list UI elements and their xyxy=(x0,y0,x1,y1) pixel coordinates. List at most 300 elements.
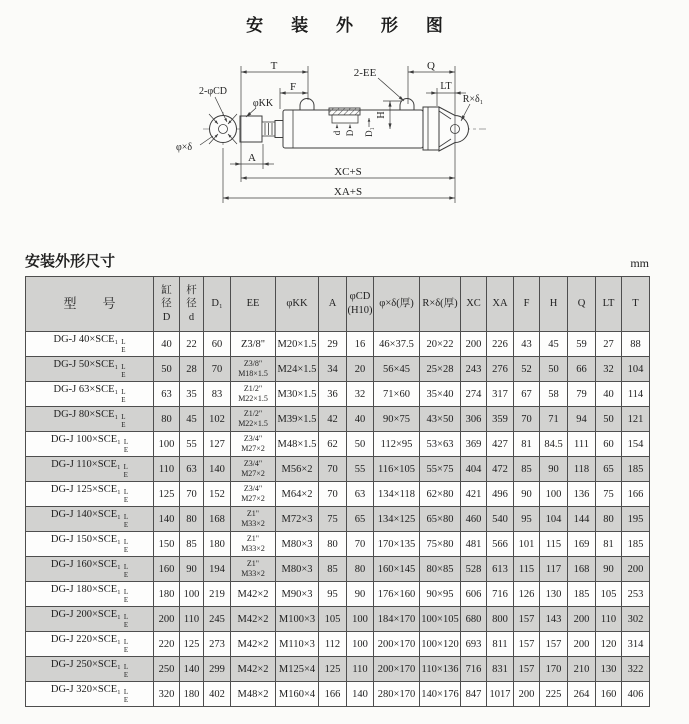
model-le-stack: L E xyxy=(121,338,126,354)
cell-d1: 140 xyxy=(204,457,231,482)
table-row xyxy=(26,482,650,507)
cell-a: 29 xyxy=(319,332,347,357)
label-lt: LT xyxy=(440,81,452,92)
cell-a: 85 xyxy=(319,557,347,582)
label-h: H xyxy=(376,111,387,119)
col-header-cd: φCD (H10) xyxy=(347,277,374,332)
table-section-header xyxy=(25,247,649,271)
cell-phid: 46×37.5 xyxy=(374,332,420,357)
table-row xyxy=(26,657,650,682)
cell-h: 225 xyxy=(540,682,568,707)
cell-rod: 125 xyxy=(180,632,204,657)
cell-cd: 40 xyxy=(347,407,374,432)
cell-q: 59 xyxy=(568,332,596,357)
leader-2ee xyxy=(378,78,404,101)
cell-rd: 100×120 xyxy=(420,632,461,657)
cell-rd: 65×80 xyxy=(420,507,461,532)
cell-model: DG-J 80×SCE₁ L E xyxy=(26,407,154,432)
cell-rd: 25×28 xyxy=(420,357,461,382)
cell-q: 168 xyxy=(568,557,596,582)
cell-d1: 180 xyxy=(204,532,231,557)
cell-rd: 100×105 xyxy=(420,607,461,632)
cell-bore: 40 xyxy=(154,332,180,357)
cell-h: 170 xyxy=(540,657,568,682)
cell-model: DG-J 100×SCE₁ L E xyxy=(26,432,154,457)
cell-lt: 60 xyxy=(596,432,622,457)
cell-lt: 40 xyxy=(596,382,622,407)
cell-cd: 16 xyxy=(347,332,374,357)
cell-h: 58 xyxy=(540,382,568,407)
cell-t: 253 xyxy=(622,582,650,607)
cell-d1: 245 xyxy=(204,607,231,632)
cell-kk: M39×1.5 xyxy=(276,407,319,432)
cell-phid: 170×135 xyxy=(374,532,420,557)
cell-phid: 71×60 xyxy=(374,382,420,407)
cell-f: 70 xyxy=(514,407,540,432)
col-header-d1: D₁ xyxy=(204,277,231,332)
cell-lt: 75 xyxy=(596,482,622,507)
cell-t: 185 xyxy=(622,532,650,557)
cell-kk: M110×3 xyxy=(276,632,319,657)
cell-q: 94 xyxy=(568,407,596,432)
cell-lt: 110 xyxy=(596,607,622,632)
cell-phid: 134×118 xyxy=(374,482,420,507)
cell-lt: 80 xyxy=(596,507,622,532)
table-row xyxy=(26,682,650,707)
model-le-stack: L E xyxy=(123,488,129,504)
cell-a: 70 xyxy=(319,457,347,482)
cell-q: 200 xyxy=(568,607,596,632)
cell-xa: 1017 xyxy=(487,682,514,707)
cell-model: DG-J 140×SCE₁ L E xyxy=(26,507,154,532)
cell-t: 322 xyxy=(622,657,650,682)
cell-rod: 100 xyxy=(180,582,204,607)
table-section-title: 安装外形尺寸 xyxy=(25,252,116,270)
cell-rod: 70 xyxy=(180,482,204,507)
cell-cd: 50 xyxy=(347,432,374,457)
port-1 xyxy=(300,99,314,110)
col-header-f: F xyxy=(514,277,540,332)
cell-kk: M56×2 xyxy=(276,457,319,482)
label-d-big: D xyxy=(345,129,355,137)
cell-phid: 56×45 xyxy=(374,357,420,382)
cell-cd: 100 xyxy=(347,607,374,632)
cell-ee: Z3/4" M27×2 xyxy=(231,482,276,507)
table-row xyxy=(26,582,650,607)
cell-a: 42 xyxy=(319,407,347,432)
cell-kk: M80×3 xyxy=(276,532,319,557)
model-le-stack: L E xyxy=(123,538,129,554)
cell-cd: 140 xyxy=(347,682,374,707)
leader-phidelta xyxy=(200,136,213,145)
col-header-rod: 杆 径 d xyxy=(180,277,204,332)
cell-rod: 140 xyxy=(180,657,204,682)
table-row xyxy=(26,357,650,382)
cell-f: 95 xyxy=(514,507,540,532)
cell-bore: 150 xyxy=(154,532,180,557)
cell-lt: 130 xyxy=(596,657,622,682)
cell-xc: 680 xyxy=(461,607,487,632)
cell-model: DG-J 125×SCE₁ L E xyxy=(26,482,154,507)
cell-lt: 27 xyxy=(596,332,622,357)
cell-rd: 140×176 xyxy=(420,682,461,707)
cell-f: 115 xyxy=(514,557,540,582)
cell-h: 104 xyxy=(540,507,568,532)
cell-xa: 496 xyxy=(487,482,514,507)
cell-lt: 120 xyxy=(596,632,622,657)
cell-bore: 110 xyxy=(154,457,180,482)
col-header-lt: LT xyxy=(596,277,622,332)
cell-model: DG-J 40×SCE₁ L E xyxy=(26,332,154,357)
cell-q: 118 xyxy=(568,457,596,482)
front-eye-hole xyxy=(219,125,228,134)
cell-xa: 716 xyxy=(487,582,514,607)
label-q: Q xyxy=(427,60,435,72)
cell-model: DG-J 63×SCE₁ L E xyxy=(26,382,154,407)
cell-h: 90 xyxy=(540,457,568,482)
cell-f: 90 xyxy=(514,482,540,507)
cell-h: 157 xyxy=(540,632,568,657)
cell-lt: 50 xyxy=(596,407,622,432)
cell-d1: 273 xyxy=(204,632,231,657)
cell-t: 302 xyxy=(622,607,650,632)
cell-t: 121 xyxy=(622,407,650,432)
cell-rod: 110 xyxy=(180,607,204,632)
cell-bore: 125 xyxy=(154,482,180,507)
cell-rod: 85 xyxy=(180,532,204,557)
cell-xa: 472 xyxy=(487,457,514,482)
cell-phid: 116×105 xyxy=(374,457,420,482)
cell-rd: 90×95 xyxy=(420,582,461,607)
label-xas: XA+S xyxy=(333,186,363,198)
cell-q: 79 xyxy=(568,382,596,407)
cell-rd: 53×63 xyxy=(420,432,461,457)
cell-q: 111 xyxy=(568,432,596,457)
cell-rod: 90 xyxy=(180,557,204,582)
model-le-stack: L E xyxy=(121,363,126,379)
cell-lt: 160 xyxy=(596,682,622,707)
cell-kk: M20×1.5 xyxy=(276,332,319,357)
label-phidelta: φ×δ xyxy=(175,142,193,153)
cell-phid: 176×160 xyxy=(374,582,420,607)
unit-label: mm xyxy=(630,256,649,270)
cell-cd: 32 xyxy=(347,382,374,407)
cell-phid: 112×95 xyxy=(374,432,420,457)
model-le-stack: L E xyxy=(123,588,129,604)
label-2cd: 2-φCD xyxy=(199,86,227,97)
cell-t: 114 xyxy=(622,382,650,407)
cell-h: 143 xyxy=(540,607,568,632)
cell-phid: 160×145 xyxy=(374,557,420,582)
cell-ee: Z1" M33×2 xyxy=(231,557,276,582)
col-header-a: A xyxy=(319,277,347,332)
cell-rod: 63 xyxy=(180,457,204,482)
label-2ee: 2-EE xyxy=(353,67,377,79)
cell-a: 125 xyxy=(319,657,347,682)
cell-xa: 800 xyxy=(487,607,514,632)
cell-d1: 402 xyxy=(204,682,231,707)
cell-cd: 80 xyxy=(347,557,374,582)
cell-t: 88 xyxy=(622,332,650,357)
cell-xc: 460 xyxy=(461,507,487,532)
page-title: 安 装 外 形 图 xyxy=(246,16,454,36)
dim-table-body xyxy=(26,332,650,707)
cell-d1: 70 xyxy=(204,357,231,382)
cell-model: DG-J 220×SCE₁ L E xyxy=(26,632,154,657)
cell-xc: 693 xyxy=(461,632,487,657)
cell-xc: 528 xyxy=(461,557,487,582)
dim-table-head xyxy=(26,277,650,332)
cell-f: 126 xyxy=(514,582,540,607)
cell-h: 71 xyxy=(540,407,568,432)
table-row xyxy=(26,507,650,532)
cell-rod: 22 xyxy=(180,332,204,357)
cell-lt: 105 xyxy=(596,582,622,607)
cell-lt: 32 xyxy=(596,357,622,382)
cell-cd: 90 xyxy=(347,582,374,607)
cell-bore: 63 xyxy=(154,382,180,407)
cell-rod: 28 xyxy=(180,357,204,382)
cell-rd: 110×136 xyxy=(420,657,461,682)
cell-f: 157 xyxy=(514,607,540,632)
cell-d1: 102 xyxy=(204,407,231,432)
cell-f: 52 xyxy=(514,357,540,382)
cell-d1: 152 xyxy=(204,482,231,507)
cell-xa: 566 xyxy=(487,532,514,557)
model-le-stack: L E xyxy=(123,638,129,654)
cylinder-outline-drawing xyxy=(0,0,689,245)
cell-kk: M64×2 xyxy=(276,482,319,507)
cell-cd: 110 xyxy=(347,657,374,682)
cell-bore: 320 xyxy=(154,682,180,707)
col-header-q: Q xyxy=(568,277,596,332)
cell-f: 157 xyxy=(514,657,540,682)
cell-xc: 369 xyxy=(461,432,487,457)
cell-bore: 100 xyxy=(154,432,180,457)
cell-xc: 847 xyxy=(461,682,487,707)
cell-model: DG-J 200×SCE₁ L E xyxy=(26,607,154,632)
model-le-stack: L E xyxy=(121,413,126,429)
cell-kk: M72×3 xyxy=(276,507,319,532)
cell-q: 264 xyxy=(568,682,596,707)
cell-ee: Z3/8" xyxy=(231,332,276,357)
cell-xc: 404 xyxy=(461,457,487,482)
cell-kk: M30×1.5 xyxy=(276,382,319,407)
cell-a: 80 xyxy=(319,532,347,557)
cell-d1: 168 xyxy=(204,507,231,532)
cell-bore: 50 xyxy=(154,357,180,382)
cell-q: 169 xyxy=(568,532,596,557)
col-header-t: T xyxy=(622,277,650,332)
col-header-kk: φKK xyxy=(276,277,319,332)
col-header-h: H xyxy=(540,277,568,332)
cell-kk: M90×3 xyxy=(276,582,319,607)
col-header-model: 型 号 xyxy=(26,277,154,332)
cell-cd: 100 xyxy=(347,632,374,657)
cell-ee: Z3/4" M27×2 xyxy=(231,457,276,482)
cell-phid: 90×75 xyxy=(374,407,420,432)
cell-q: 185 xyxy=(568,582,596,607)
cell-t: 104 xyxy=(622,357,650,382)
piston-hatch xyxy=(329,108,360,115)
cell-a: 70 xyxy=(319,482,347,507)
table-row xyxy=(26,532,650,557)
col-header-rd: R×δ(厚) xyxy=(420,277,461,332)
cell-model: DG-J 50×SCE₁ L E xyxy=(26,357,154,382)
cell-f: 81 xyxy=(514,432,540,457)
rod-collar xyxy=(275,121,283,138)
cell-d1: 127 xyxy=(204,432,231,457)
cell-ee: M42×2 xyxy=(231,632,276,657)
cell-bore: 140 xyxy=(154,507,180,532)
cell-d1: 60 xyxy=(204,332,231,357)
cell-kk: M80×3 xyxy=(276,557,319,582)
cell-a: 105 xyxy=(319,607,347,632)
cell-h: 115 xyxy=(540,532,568,557)
rod-end-block xyxy=(240,116,262,142)
cell-ee: M48×2 xyxy=(231,682,276,707)
cell-bore: 220 xyxy=(154,632,180,657)
table-row xyxy=(26,407,650,432)
cell-xa: 317 xyxy=(487,382,514,407)
col-header-bore: 缸 径 D xyxy=(154,277,180,332)
cell-bore: 250 xyxy=(154,657,180,682)
cell-t: 406 xyxy=(622,682,650,707)
col-header-phid: φ×δ(厚) xyxy=(374,277,420,332)
cell-ee: Z1/2" M22×1.5 xyxy=(231,407,276,432)
cell-rd: 20×22 xyxy=(420,332,461,357)
cell-h: 117 xyxy=(540,557,568,582)
cell-xc: 481 xyxy=(461,532,487,557)
cell-model: DG-J 250×SCE₁ L E xyxy=(26,657,154,682)
cell-a: 95 xyxy=(319,582,347,607)
cell-h: 130 xyxy=(540,582,568,607)
cell-model: DG-J 320×SCE₁ L E xyxy=(26,682,154,707)
label-a: A xyxy=(248,152,256,164)
rear-cap xyxy=(423,107,439,150)
cell-f: 43 xyxy=(514,332,540,357)
cell-cd: 20 xyxy=(347,357,374,382)
cell-q: 200 xyxy=(568,632,596,657)
cell-h: 50 xyxy=(540,357,568,382)
cell-bore: 160 xyxy=(154,557,180,582)
cell-xc: 306 xyxy=(461,407,487,432)
cell-kk: M48×1.5 xyxy=(276,432,319,457)
model-le-stack: L E xyxy=(123,563,129,579)
cell-rod: 45 xyxy=(180,407,204,432)
cell-ee: M42×2 xyxy=(231,607,276,632)
cell-ee: Z1/2" M22×1.5 xyxy=(231,382,276,407)
cell-d1: 219 xyxy=(204,582,231,607)
cell-f: 85 xyxy=(514,457,540,482)
model-le-stack: L E xyxy=(123,663,129,679)
col-header-xc: XC xyxy=(461,277,487,332)
cell-d1: 83 xyxy=(204,382,231,407)
cell-a: 166 xyxy=(319,682,347,707)
cell-bore: 180 xyxy=(154,582,180,607)
cell-ee: Z3/4" M27×2 xyxy=(231,432,276,457)
table-row xyxy=(26,332,650,357)
cell-rd: 75×80 xyxy=(420,532,461,557)
table-row xyxy=(26,457,650,482)
cell-ee: Z1" M33×2 xyxy=(231,507,276,532)
cell-lt: 65 xyxy=(596,457,622,482)
label-d-small: d xyxy=(332,130,342,136)
cell-kk: M125×4 xyxy=(276,657,319,682)
cell-rd: 43×50 xyxy=(420,407,461,432)
cell-cd: 70 xyxy=(347,532,374,557)
piston-band xyxy=(332,115,358,123)
cell-t: 200 xyxy=(622,557,650,582)
cell-xa: 226 xyxy=(487,332,514,357)
cell-xc: 606 xyxy=(461,582,487,607)
cell-xc: 716 xyxy=(461,657,487,682)
cell-t: 195 xyxy=(622,507,650,532)
cell-ee: Z1" M33×2 xyxy=(231,532,276,557)
cell-t: 166 xyxy=(622,482,650,507)
cell-model: DG-J 110×SCE₁ L E xyxy=(26,457,154,482)
model-le-stack: L E xyxy=(121,388,126,404)
cell-q: 136 xyxy=(568,482,596,507)
col-header-xa: XA xyxy=(487,277,514,332)
cell-t: 154 xyxy=(622,432,650,457)
cell-cd: 55 xyxy=(347,457,374,482)
label-t: T xyxy=(270,60,278,72)
cell-f: 200 xyxy=(514,682,540,707)
cell-xa: 831 xyxy=(487,657,514,682)
cell-t: 314 xyxy=(622,632,650,657)
label-d1: D₁ xyxy=(364,127,374,137)
cell-lt: 90 xyxy=(596,557,622,582)
cell-xa: 811 xyxy=(487,632,514,657)
cell-rd: 55×75 xyxy=(420,457,461,482)
model-le-stack: L E xyxy=(123,463,128,479)
cell-xa: 359 xyxy=(487,407,514,432)
cell-cd: 63 xyxy=(347,482,374,507)
cell-f: 157 xyxy=(514,632,540,657)
cell-kk: M24×1.5 xyxy=(276,357,319,382)
cell-a: 36 xyxy=(319,382,347,407)
cell-xa: 276 xyxy=(487,357,514,382)
cell-ee: M42×2 xyxy=(231,657,276,682)
dim-table xyxy=(25,276,650,707)
cell-ee: Z3/8" M18×1.5 xyxy=(231,357,276,382)
cell-xc: 200 xyxy=(461,332,487,357)
cell-a: 112 xyxy=(319,632,347,657)
cell-a: 34 xyxy=(319,357,347,382)
label-f: F xyxy=(289,81,297,93)
cell-rod: 35 xyxy=(180,382,204,407)
model-le-stack: L E xyxy=(123,513,129,529)
table-row xyxy=(26,382,650,407)
cell-h: 45 xyxy=(540,332,568,357)
cell-q: 210 xyxy=(568,657,596,682)
cell-rod: 80 xyxy=(180,507,204,532)
cell-ee: M42×2 xyxy=(231,582,276,607)
cell-d1: 194 xyxy=(204,557,231,582)
cell-phid: 184×170 xyxy=(374,607,420,632)
installation-drawing-section xyxy=(0,0,689,245)
cell-xa: 613 xyxy=(487,557,514,582)
table-row xyxy=(26,432,650,457)
cell-xa: 540 xyxy=(487,507,514,532)
cell-bore: 80 xyxy=(154,407,180,432)
table-row xyxy=(26,607,650,632)
label-kk: φKK xyxy=(252,98,274,109)
cell-xc: 243 xyxy=(461,357,487,382)
cell-f: 67 xyxy=(514,382,540,407)
model-le-stack: L E xyxy=(123,438,129,454)
